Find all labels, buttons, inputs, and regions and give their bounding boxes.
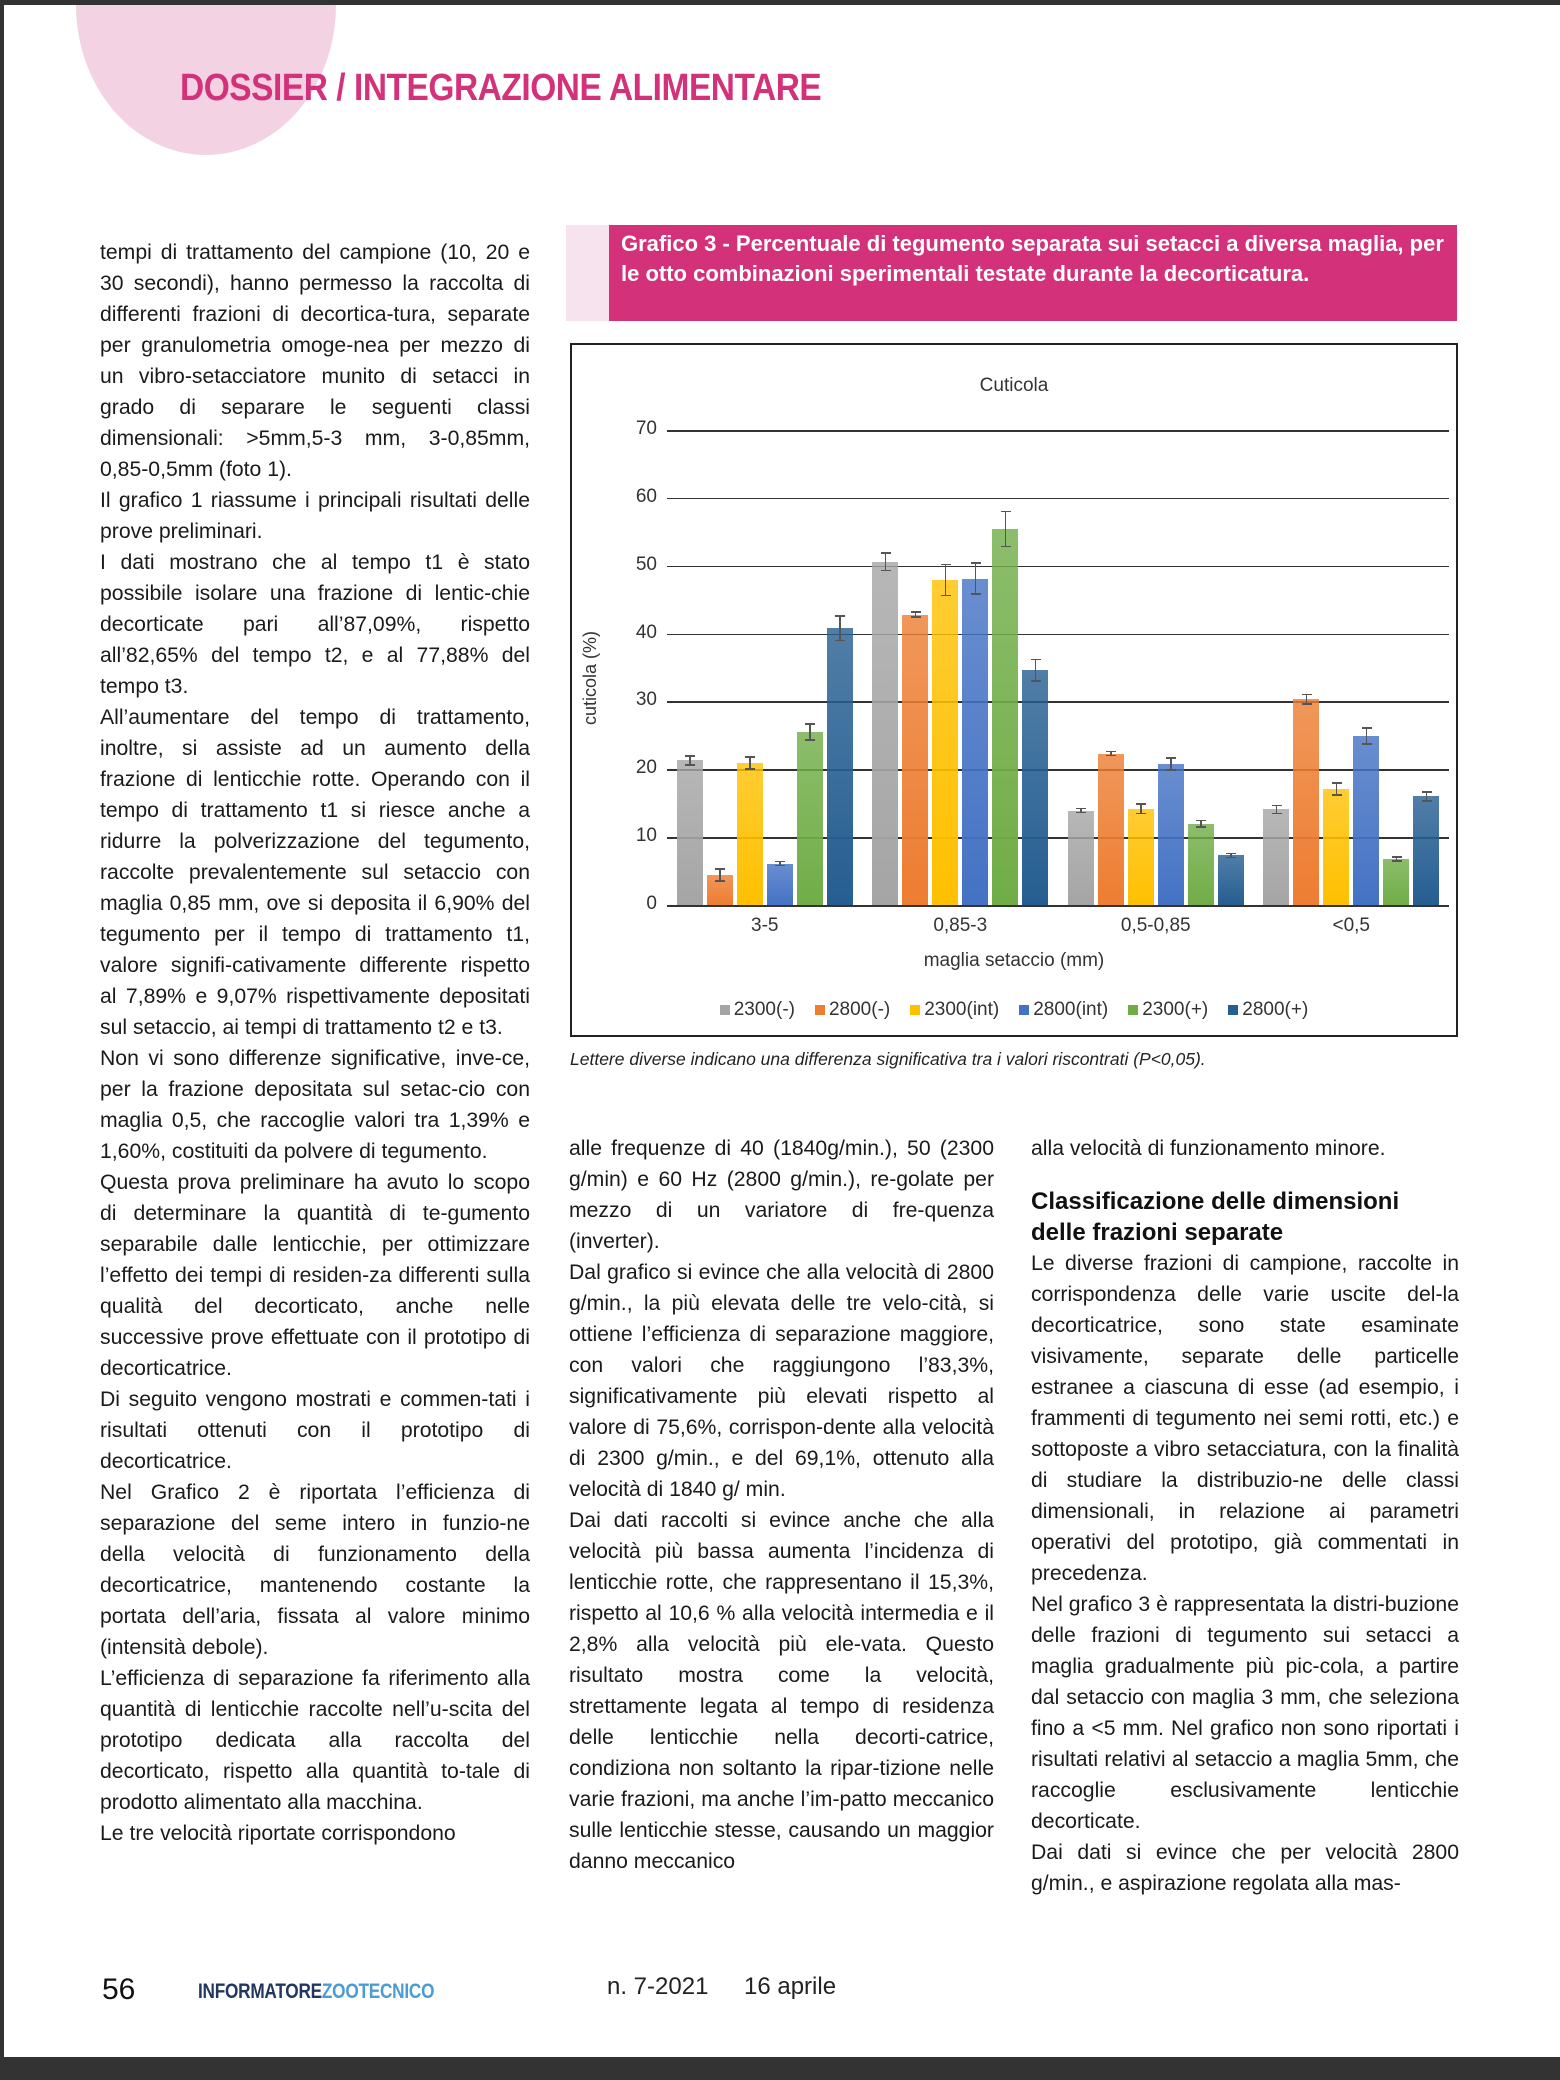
bar <box>737 763 763 905</box>
error-bar <box>1366 727 1368 745</box>
bar <box>1413 796 1439 905</box>
paragraph: I dati mostrano che al tempo t1 è stato possibile isolare una frazione di lentic-chie decorticate pari all’87,09%, rispetto all’82,65% del tempo t2, e al 77,88% del tempo t3. <box>100 551 530 698</box>
x-axis-label: maglia setaccio (mm) <box>923 950 1105 971</box>
bar <box>1353 736 1379 905</box>
plot-area <box>635 418 1449 914</box>
y-tick-label: 50 <box>635 553 657 575</box>
bar <box>902 615 928 905</box>
legend-swatch-icon <box>910 1005 920 1015</box>
error-bar <box>779 861 781 866</box>
y-tick-label: 20 <box>635 757 657 779</box>
bar <box>827 628 853 905</box>
y-tick-label: 70 <box>635 418 657 439</box>
legend-item <box>910 999 999 1021</box>
paragraph: Il grafico 1 riassume i principali risultati delle prove preliminari. <box>100 489 530 543</box>
figure-caption: Grafico 3 - Percentuale di tegumento separata sui setacci a diversa maglia, per le otto combinazioni sperimentali testate durante la decorticatura. <box>609 225 1457 321</box>
paragraph: Questa prova preliminare ha avuto lo scopo di determinare la quantità di te-gumento separabile dalle lenticchie, per ottimizzare l’effetto dei tempi di residen-za differenti sulla qualità del decorticato, anche nelle successive prove effettuate con il prototipo di decorticatrice. <box>100 1171 530 1380</box>
legend-item <box>1128 999 1208 1021</box>
paragraph: L’efficienza di separazione fa riferimento alla quantità di lenticchie raccolte nell’u-scita del prototipo dedicata alla raccolta del decorticato, rispetto alla quantità to-tale di prodotto alimentato alla macchina. <box>100 1667 530 1814</box>
section-heading: Classificazione delle dimensioni delle frazioni separate <box>1031 1188 1400 1246</box>
gridline <box>667 701 1449 703</box>
issue-number: n. 7-2021 <box>607 1973 709 2000</box>
error-bar <box>885 552 887 571</box>
error-bar <box>809 723 811 741</box>
chart-title: Cuticola <box>979 375 1049 396</box>
paragraph: alle frequenze di 40 (1840g/min.), 50 (2300 g/min) e 60 Hz (2800 g/min.), re-golate per mezzo di un variatore di fre-quenza (inverter). <box>569 1137 994 1253</box>
error-bar <box>1200 820 1202 828</box>
legend-item <box>720 999 795 1021</box>
gridline <box>667 430 1449 432</box>
bar <box>962 579 988 905</box>
error-bar <box>749 756 751 770</box>
bar <box>1218 855 1244 905</box>
paragraph: Dai dati raccolti si evince anche che alla velocità più bassa aumenta l’incidenza di lenticchie rotte, che rappresentano il 15,3%, rispetto al 10,6 % alla velocità intermedia e il 2,8% alla velocità più ele-vata. Questo risultato mostra come la velocità, strettamente legata al tempo di residenza delle lenticchie nella decorti-catrice, condiziona non soltanto la ripar-tizione nelle varie frazioni, ma anche l’im-patto meccanico sulle lenticchie stesse, causando un maggior danno meccanico <box>569 1509 994 1873</box>
x-category-label: 0,85-3 <box>933 915 988 936</box>
error-bar <box>839 615 841 641</box>
bar <box>797 732 823 905</box>
gridline <box>667 498 1449 500</box>
bar-chart <box>570 343 1458 1037</box>
legend-swatch-icon <box>1128 1005 1138 1015</box>
gridline <box>667 905 1449 907</box>
paragraph: Di seguito vengono mostrati e commen-tati i risultati ottenuti con il prototipo di decorticatrice. <box>100 1388 530 1473</box>
caption-accent <box>566 225 609 321</box>
section-title: DOSSIER / INTEGRAZIONE ALIMENTARE <box>180 67 822 109</box>
error-bar <box>1035 659 1037 682</box>
gridline <box>667 566 1449 568</box>
legend-label: 2300(-) <box>733 999 795 1020</box>
paragraph: Le diverse frazioni di campione, raccolte in corrispondenza delle varie uscite del-la decorticatrice, sono state esaminate visivamente, separate delle particelle estranee a ciascuna di esse (ad esempio, i frammenti di tegumento nei semi rotti, etc.) e sottoposte a vibro setacciatura, con la finalità di studiare la distribuzio-ne delle classi dimensionali, in relazione ai parametri operativi del prototipo, già commentati in precedenza. <box>1031 1252 1459 1585</box>
paragraph: Dai dati si evince che per velocità 2800 g/min., e aspirazione regolata alla mas- <box>1031 1841 1459 1895</box>
bar <box>872 562 898 905</box>
error-bar <box>689 755 691 766</box>
error-bar <box>975 562 977 595</box>
legend-label: 2300(+) <box>1142 999 1209 1020</box>
legend-item <box>1228 999 1308 1021</box>
brand-part-2: ZOOTECNICO <box>321 1980 435 2003</box>
paragraph: Nel Grafico 2 è riportata l’efficienza di separazione del seme intero in funzio-ne della velocità di funzionamento della decorticatrice, mantenendo costante la portata dell’aria, fissata al valore minimo (intensità debole). <box>100 1481 530 1659</box>
x-category-label: 3-5 <box>751 915 779 936</box>
legend-label: 2800(-) <box>828 999 891 1020</box>
bar <box>932 580 958 905</box>
brand-part-1: INFORMATORE <box>198 1980 322 2003</box>
legend-item <box>1019 999 1108 1021</box>
gridline <box>667 634 1449 636</box>
y-tick-label: 10 <box>635 825 657 847</box>
article-column-middle <box>569 1133 994 1877</box>
chart-legend <box>572 999 1456 1021</box>
gridline <box>667 769 1449 771</box>
magazine-page <box>4 5 1560 2057</box>
bar <box>1128 809 1154 905</box>
bar <box>1263 809 1289 905</box>
error-bar <box>1230 853 1232 858</box>
bar <box>1188 824 1214 905</box>
bar <box>1158 764 1184 905</box>
legend-item <box>815 999 890 1021</box>
error-bar <box>945 564 947 597</box>
bar <box>1323 789 1349 905</box>
y-tick-label: 30 <box>635 689 657 711</box>
issue-date: 16 aprile <box>744 1973 837 2000</box>
error-bar <box>1080 808 1082 813</box>
bar <box>1293 699 1319 905</box>
bar <box>767 864 793 905</box>
figure-note: Lettere diverse indicano una differenza significativa tra i valori riscontrati (P<0,05). <box>570 1049 1206 1069</box>
bar <box>1383 859 1409 905</box>
y-tick-label: 60 <box>635 485 657 507</box>
legend-swatch-icon <box>815 1005 825 1015</box>
y-tick-label: 40 <box>635 621 657 643</box>
legend-label: 2300(int) <box>924 999 1000 1020</box>
article-column-right <box>1031 1133 1459 1899</box>
publication-logo <box>198 1980 434 2004</box>
x-category-label: <0,5 <box>1332 915 1370 936</box>
bar <box>992 529 1018 905</box>
bar <box>1022 670 1048 905</box>
error-bar <box>1306 694 1308 705</box>
error-bar <box>1336 782 1338 796</box>
legend-swatch-icon <box>1019 1005 1029 1015</box>
legend-swatch-icon <box>1228 1005 1238 1015</box>
paragraph: Le tre velocità riportate corrispondono <box>100 1822 456 1845</box>
page-number: 56 <box>102 1973 136 2006</box>
error-bar <box>1140 803 1142 814</box>
article-column-left <box>100 237 530 1849</box>
paragraph: Dal grafico si evince che alla velocità di 2800 g/min., la più elevata delle tre velo-cità, si ottiene l’efficienza di separazione maggiore, con valori che raggiungono l’83,3%, significativamente più elevati rispetto al valore di 75,6%, corrispon-dente alla velocità di 2300 g/min., e del 69,1%, ottenuto alla velocità di 1840 g/ min. <box>569 1261 994 1501</box>
y-tick-label: 0 <box>646 893 657 914</box>
bar <box>677 760 703 905</box>
legend-swatch-icon <box>720 1005 730 1015</box>
paragraph: alla velocità di funzionamento minore. <box>1031 1137 1386 1160</box>
y-axis-label: cuticola (%) <box>580 630 600 725</box>
paragraph: Nel grafico 3 è rappresentata la distri-buzione delle frazioni di tegumento sui setacci a maglia gradualmente più pic-cola, a partire dal setaccio con maglia 3 mm, che seleziona fino a <5 mm. Nel grafico non sono riportati i risultati relativi al setaccio a maglia 5mm, che raccoglie esclusivamente lenticchie decorticate. <box>1031 1593 1459 1833</box>
error-bar <box>1276 805 1278 815</box>
error-bar <box>1170 757 1172 771</box>
paragraph: tempi di trattamento del campione (10, 20 e 30 secondi), hanno permesso la raccolta di differenti frazioni di decortica-tura, separate per granulometria omoge-nea per mezzo di un vibro-setacciatore munito di setacci in grado di separare le seguenti classi dimensionali: >5mm,5-3 mm, 3-0,85mm, 0,85-0,5mm (foto 1). <box>100 241 530 481</box>
paragraph: All’aumentare del tempo di trattamento, inoltre, si assiste ad un aumento della frazione di lenticchie rotte. Operando con il tempo di trattamento t1 si riesce anche a ridurre la polverizzazione del tegumento, raccolte prevalentemente sul setaccio con maglia 0,85 mm, ove si deposita il 6,90% del tegumento per il tempo di trattamento t1, valore signifi-cativamente differente rispetto al 7,89% e 9,07% rispettivamente depositati sul setaccio, ai tempi di trattamento t2 e t3. <box>100 706 530 1039</box>
legend-label: 2800(+) <box>1242 999 1309 1020</box>
bar <box>1098 754 1124 905</box>
error-bar <box>915 611 917 618</box>
error-bar <box>1110 751 1112 756</box>
error-bar <box>1005 511 1007 548</box>
bar <box>1068 811 1094 905</box>
error-bar <box>1426 791 1428 802</box>
x-category-label: 0,5-0,85 <box>1120 915 1191 936</box>
error-bar <box>1396 856 1398 861</box>
paragraph: Non vi sono differenze significative, inve-ce, per la frazione depositata sul setac-cio con maglia 0,5, che raccoglie valori tra 1,39% e 1,60%, costituiti da polvere di tegumento. <box>100 1047 530 1163</box>
error-bar <box>719 868 721 882</box>
legend-label: 2800(int) <box>1033 999 1109 1020</box>
